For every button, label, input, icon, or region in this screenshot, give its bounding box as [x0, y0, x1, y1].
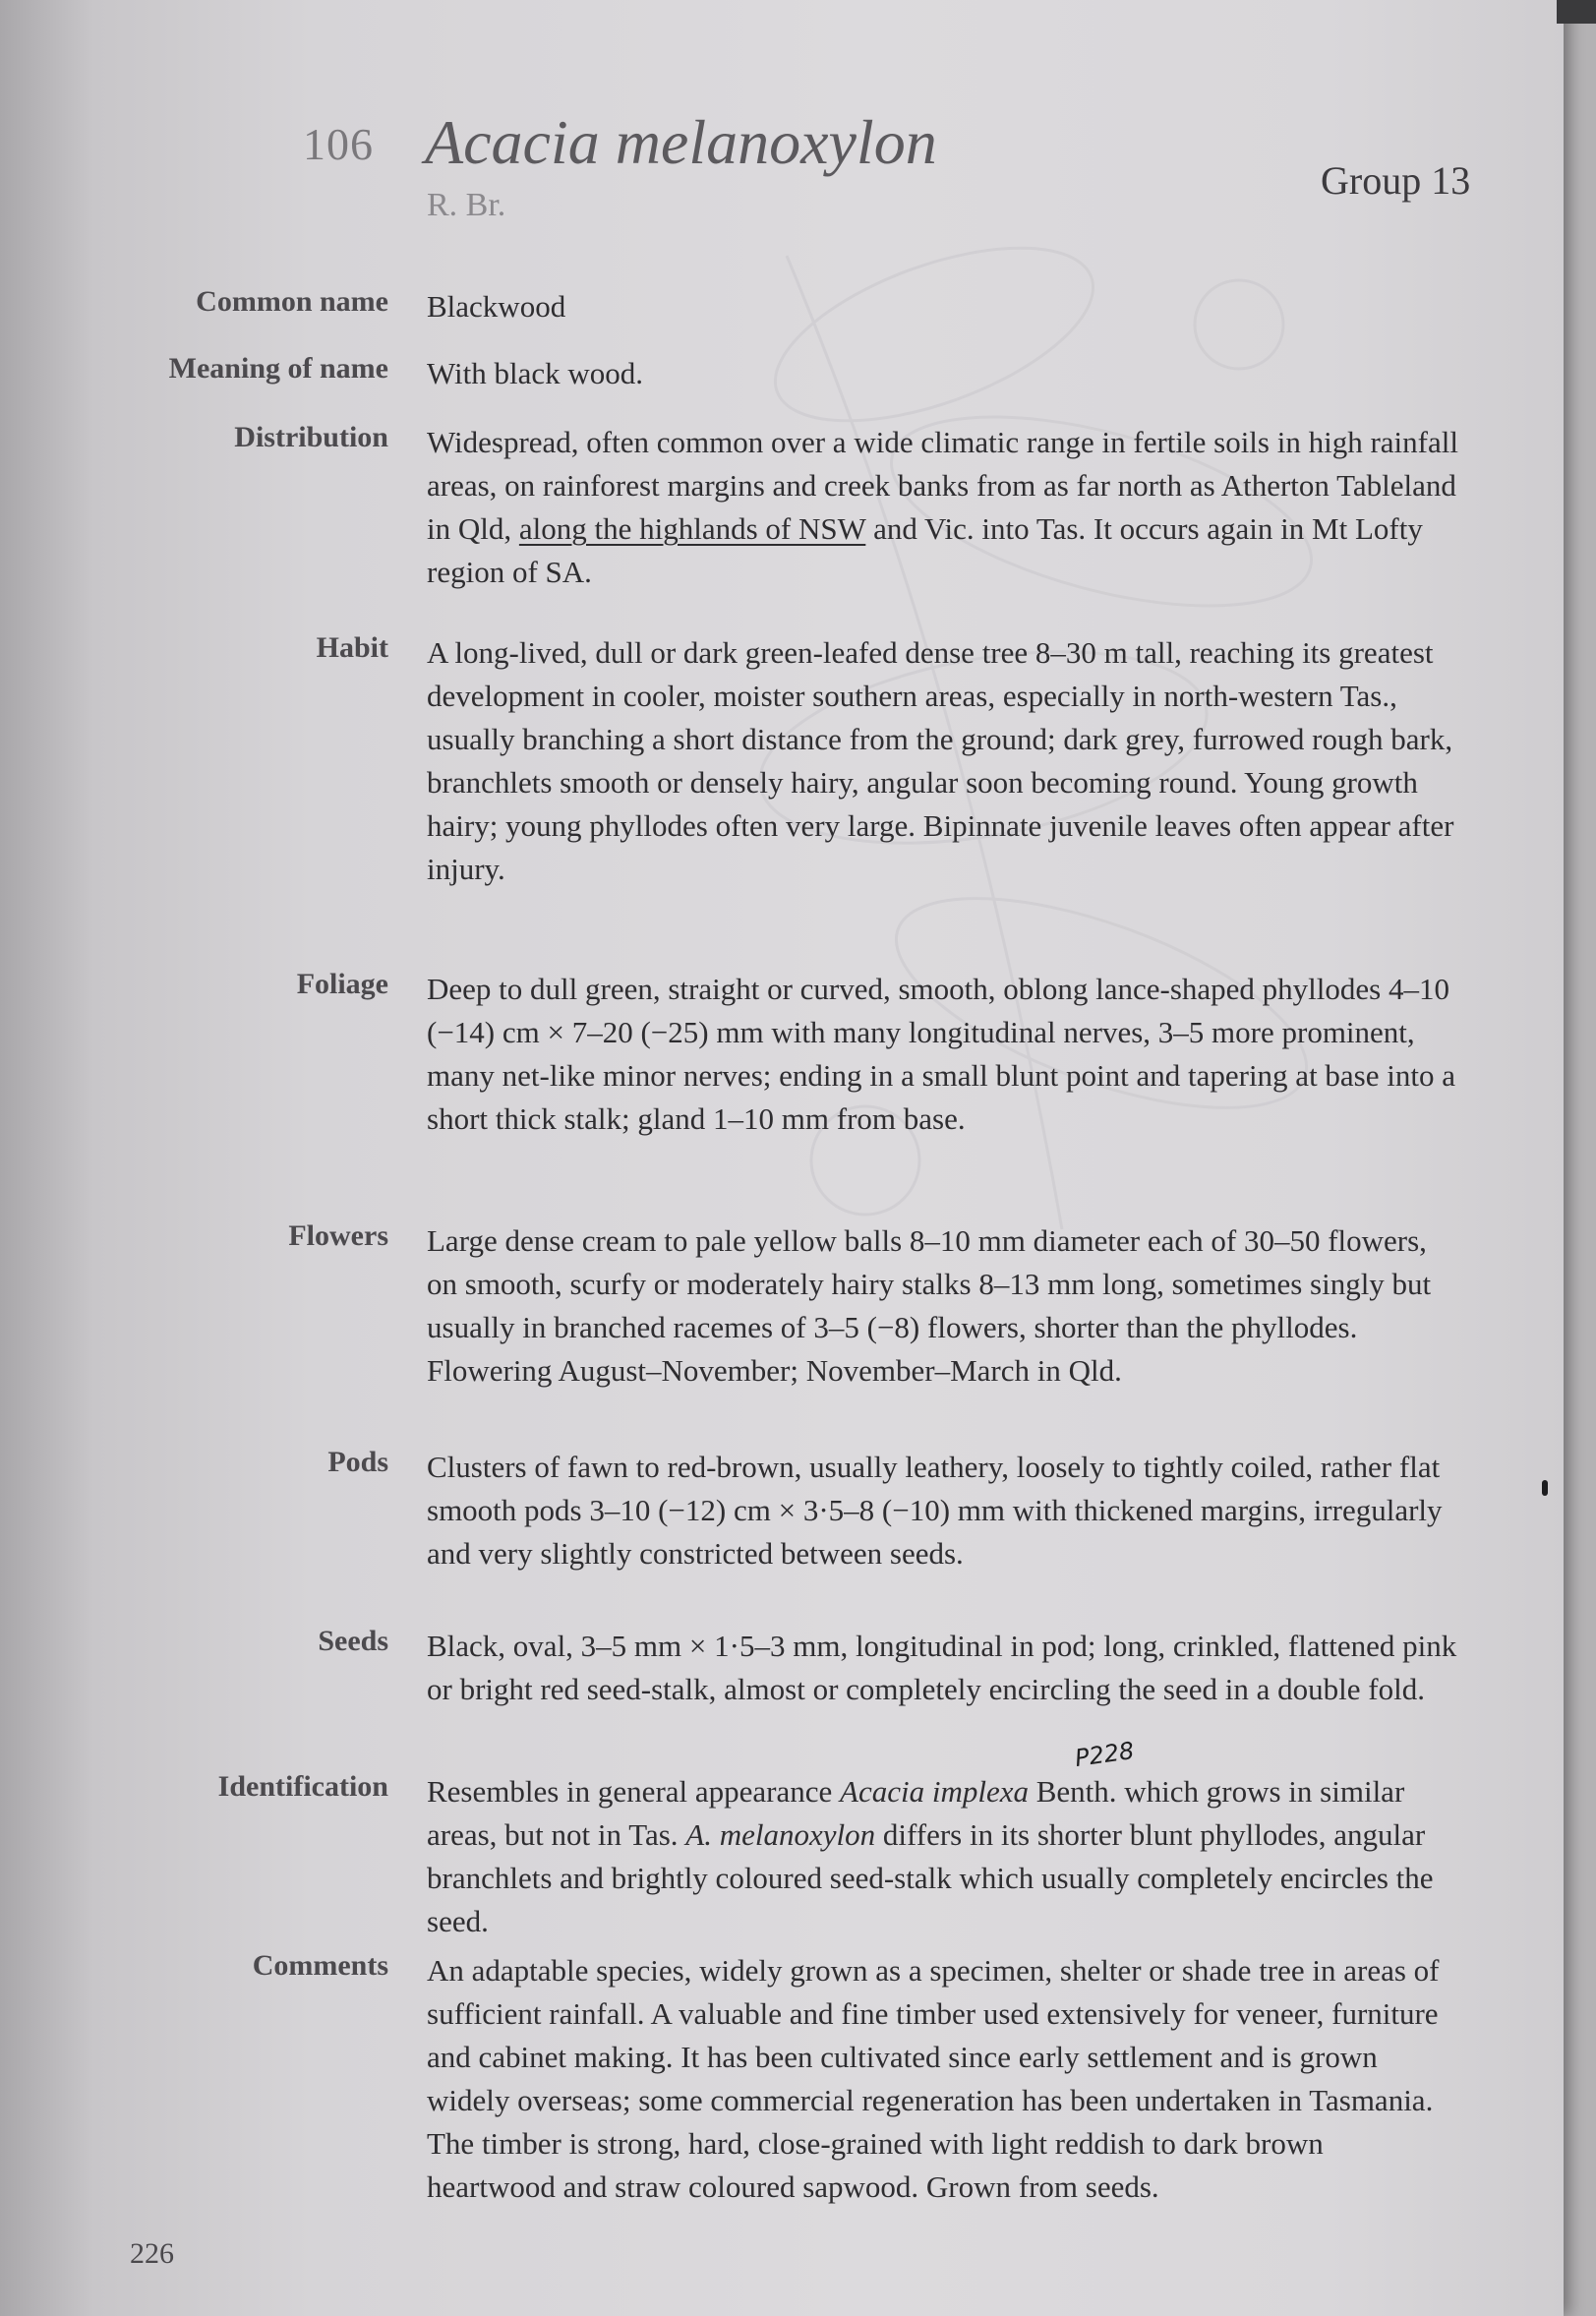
entry-label: Foliage	[296, 968, 388, 1000]
underlined-text: along the highlands of NSW	[518, 511, 866, 546]
entry-text: A long-lived, dull or dark green-leafed dense tree 8–30 m tall, reaching its greatest development in cooler, moister southern areas, especially in north-western Tas., usually branching a short distance from the ground; dark grey, furrowed rough bark, branchlets smooth or densely hairy, angular soon becoming round. Young growth hairy; young phyllodes often very large. Bipinnate juvenile leaves often appear after injury.	[427, 635, 1454, 886]
entry-label: Common name	[196, 285, 388, 318]
text-segment: Widespread, often common over a wide climatic range in fertile soils in high rainfall areas, on rainforest margins and creek banks from as far north as Atherton Tableland in Qld,	[427, 425, 1458, 546]
text-segment: differs in its shorter blunt phyllodes, angular branchlets and brightly coloured seed-stalk which usually completely encircles the seed.	[427, 1817, 1434, 1938]
entry-label: Pods	[327, 1446, 388, 1478]
entry-label: Seeds	[318, 1625, 388, 1657]
species-number: 106	[303, 119, 374, 169]
entry-text	[427, 1770, 1459, 1943]
entry-text: With black wood.	[427, 356, 644, 390]
entry-label: Habit	[316, 631, 388, 664]
entry-text: An adaptable species, widely grown as a specimen, shelter or shade tree in areas of sufficient rainfall. A valuable and fine timber used extensively for veneer, furniture and cabinet making. It has been cultivated since early settlement and is grown widely overseas; some commercial regeneration has been undertaken in Tasmania. The timber is strong, hard, close-grained with light reddish to dark brown heartwood and straw coloured sapwood. Grown from seeds.	[427, 1953, 1440, 2204]
book-cover-corner	[1557, 0, 1596, 24]
ink-mark	[1542, 1480, 1548, 1496]
species-title: Acacia melanoxylon	[425, 107, 937, 177]
group-label: Group 13	[1321, 158, 1471, 203]
handwritten-page-reference: P228	[1073, 1736, 1136, 1773]
entry-label: Flowers	[288, 1219, 388, 1252]
page-number: 226	[130, 2237, 174, 2270]
entry-label: Identification	[217, 1770, 388, 1803]
italic-species-name: A. melanoxylon	[685, 1817, 876, 1852]
entry-text: Black, oval, 3–5 mm × 1·5–3 mm, longitudinal in pod; long, crinkled, flattened pink or bright red seed-stalk, almost or completely encircling the seed in a double fold.	[427, 1629, 1457, 1706]
entry-label: Distribution	[234, 421, 388, 453]
entry-text: Deep to dull green, straight or curved, smooth, oblong lance-shaped phyllodes 4–10 (−14) cm × 7–20 (−25) mm with many longitudinal nerves, 3–5 more prominent, many net-like minor nerves; ending in a small blunt point and tapering at base into a short thick stalk; gland 1–10 mm from base.	[427, 972, 1455, 1136]
species-author: R. Br.	[427, 187, 506, 223]
text-segment: Resembles in general appearance	[427, 1774, 841, 1809]
text-segment: Benth. which grows in similar areas, but not in Tas.	[427, 1774, 1405, 1852]
italic-species-name: Acacia implexa	[840, 1774, 1029, 1809]
text-segment: and Vic. into Tas. It occurs again in Mt Lofty region of SA.	[427, 511, 1423, 589]
entry-text	[427, 421, 1459, 594]
entry-text: Clusters of fawn to red-brown, usually leathery, loosely to tightly coiled, rather flat smooth pods 3–10 (−12) cm × 3·5–8 (−10) mm with thickened margins, irregularly and very slightly constricted between seeds.	[427, 1450, 1443, 1571]
entry-label: Comments	[252, 1949, 388, 1982]
entry-label: Meaning of name	[168, 352, 388, 385]
entry-text: Blackwood	[427, 289, 566, 324]
entry-text: Large dense cream to pale yellow balls 8–10 mm diameter each of 30–50 flowers, on smooth, scurfy or moderately hairy stalks 8–13 mm long, sometimes singly but usually in branched racemes of 3–5 (−8) flowers, shorter than the phyllodes. Flowering August–November; November–March in Qld.	[427, 1223, 1432, 1388]
